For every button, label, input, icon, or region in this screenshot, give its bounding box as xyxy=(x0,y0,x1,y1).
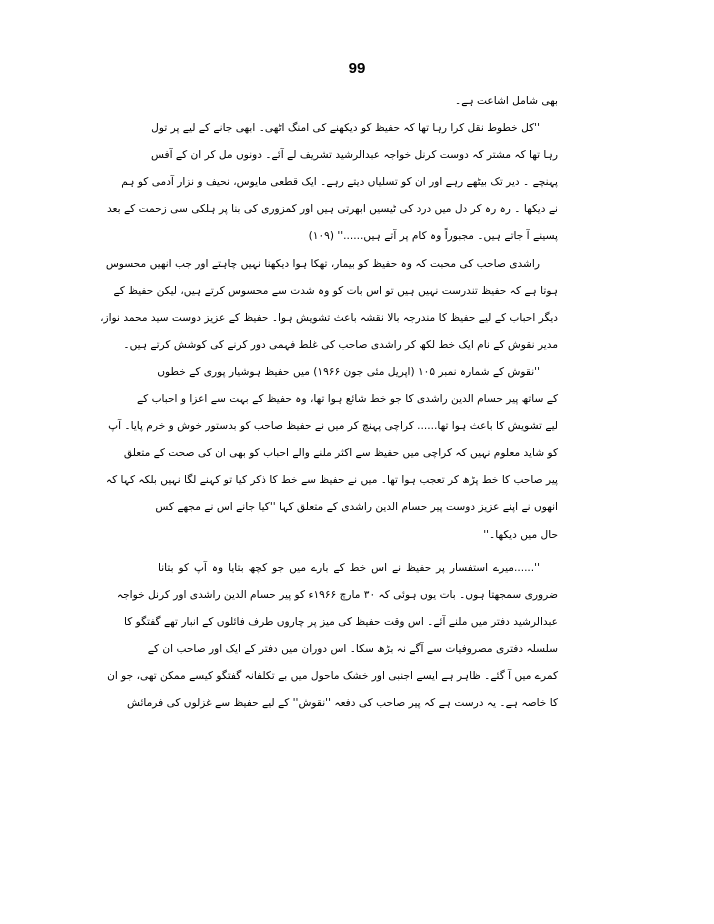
text-line: مدیر نقوش کے نام ایک خط لکھ کر راشدی صاحب کی غلط فہمی دور کرنے کی کوشش کرتے ہیں۔ xyxy=(123,338,558,351)
quoted-paragraph xyxy=(105,359,558,549)
quoted-paragraph xyxy=(107,555,558,718)
text-line: پہنچے ۔ دیر تک بیٹھے رہے اور ان کو تسلیاں دیتے رہے۔ ایک قطعی مایوس، نحیف و نزار آدمی کو ہم xyxy=(121,176,558,189)
text-line: عبدالرشید دفتر میں ملنے آئے۔ اس وقت حفیظ کی میز پر چاروں طرف فائلوں کے انبار تھے گفتگو کا xyxy=(124,615,558,628)
text-line: ہوتا ہے کہ حفیظ تندرست نہیں ہیں تو اس بات کو وہ شدت سے محسوس کرتے ہیں، لیکن حفیظ کے xyxy=(113,284,558,297)
text-line: کو شاید معلوم نہیں کہ کراچی میں حفیظ سے اکثر ملنے والے احباب کو بھی ان کی صحت کے متعلق xyxy=(123,447,558,460)
text-line: ''......میرے استفسار پر حفیظ نے اس خط کے بارے میں جو کچھ بتایا وہ آپ کو بتانا xyxy=(158,561,540,574)
text-line: کمرے میں آ گئے۔ ظاہر ہے ایسے اجنبی اور خشک ماحول میں بے تکلفانہ گفتگو کیسے ممکن تھی، جو ان xyxy=(107,669,558,682)
paragraph xyxy=(158,88,558,115)
page-body xyxy=(100,88,558,717)
text-line: لیے تشویش کا باعث ہوا تھا...... کراچی پہنچ کر میں نے حفیظ صاحب کو بدستور خوش و خرم پایا۔ آپ xyxy=(108,420,558,433)
quoted-paragraph xyxy=(106,115,558,250)
text-line: انھوں نے اپنے عزیز دوست پیر حسام الدین راشدی کے متعلق کہا ''کیا جانے اس نے مجھے کس xyxy=(155,501,558,514)
text-line: دیگر احباب کے لیے حفیظ کا مندرجہ بالا نقشہ باعث تشویش ہوا۔ حفیظ کے عزیز دوست سید محمد نواز، xyxy=(100,311,558,324)
text-line: سلسلہ دفتری مصروفیات سے آگے نہ بڑھ سکا۔ اس دوران میں دفتر کے ایک اور صاحب ان کے xyxy=(147,642,558,655)
page-number: 99 xyxy=(348,60,366,77)
text-line: بھی شامل اشاعت ہے۔ xyxy=(455,95,558,107)
text-line: پیر صاحب کا خط پڑھ کر تعجب ہوا تھا۔ میں نے حفیظ سے خط کا ذکر کیا تو کہنے لگا نہیں بلکہ کہا کہ xyxy=(105,474,558,487)
text-line: حال میں دیکھا۔'' xyxy=(483,528,558,541)
text-line: رہا تھا کہ مشتر کہ دوست کرنل خواجہ عبدالرشید تشریف لے آئے۔ دونوں مل کر ان کے آفس xyxy=(151,149,558,162)
paragraph xyxy=(100,251,558,359)
text-line: ''کل خطوط نقل کرا رہا تھا کہ حفیظ کو دیکھنے کی امنگ اٹھی۔ ابھی جانے کے لیے پر تول xyxy=(151,122,540,135)
text-line: راشدی صاحب کی محبت کہ وہ حفیظ کو بیمار، تھکا ہوا دیکھنا نہیں چاہتے اور جب انھیں محسوس xyxy=(105,257,540,270)
text-line: پسینے آ جاتے ہیں۔ مجبوراً وہ کام پر آتے ہیں......'' (۱۰۹) xyxy=(308,230,558,243)
text-line: کا خاصہ ہے۔ یہ درست ہے کہ پیر صاحب کی دفعہ ''نقوش'' کے لیے حفیظ سے غزلوں کی فرمائش xyxy=(126,697,558,710)
text-line: ''نقوش کے شمارہ نمبر ۱۰۵ (اپریل مئی جون ۱۹۶۶) میں حفیظ ہوشیار پوری کے خطوں xyxy=(157,365,540,378)
text-line: کے ساتھ پیر حسام الدین راشدی کا جو خط شائع ہوا تھا، وہ حفیظ کے بہت سے اعزا و احباب کے xyxy=(136,393,558,406)
text-line: نے دیکھا ۔ رہ رہ کر دل میں درد کی ٹیسیں ابھرتی ہیں اور کمزوری کی بنا پر ہلکی سی زحمت کے بعد xyxy=(106,203,558,216)
text-line: ضروری سمجھتا ہوں۔ بات یوں ہوئی کہ ۳۰ مارچ ۱۹۶۶ء کو پیر حسام الدین راشدی اور کرنل خواجہ xyxy=(116,588,558,601)
